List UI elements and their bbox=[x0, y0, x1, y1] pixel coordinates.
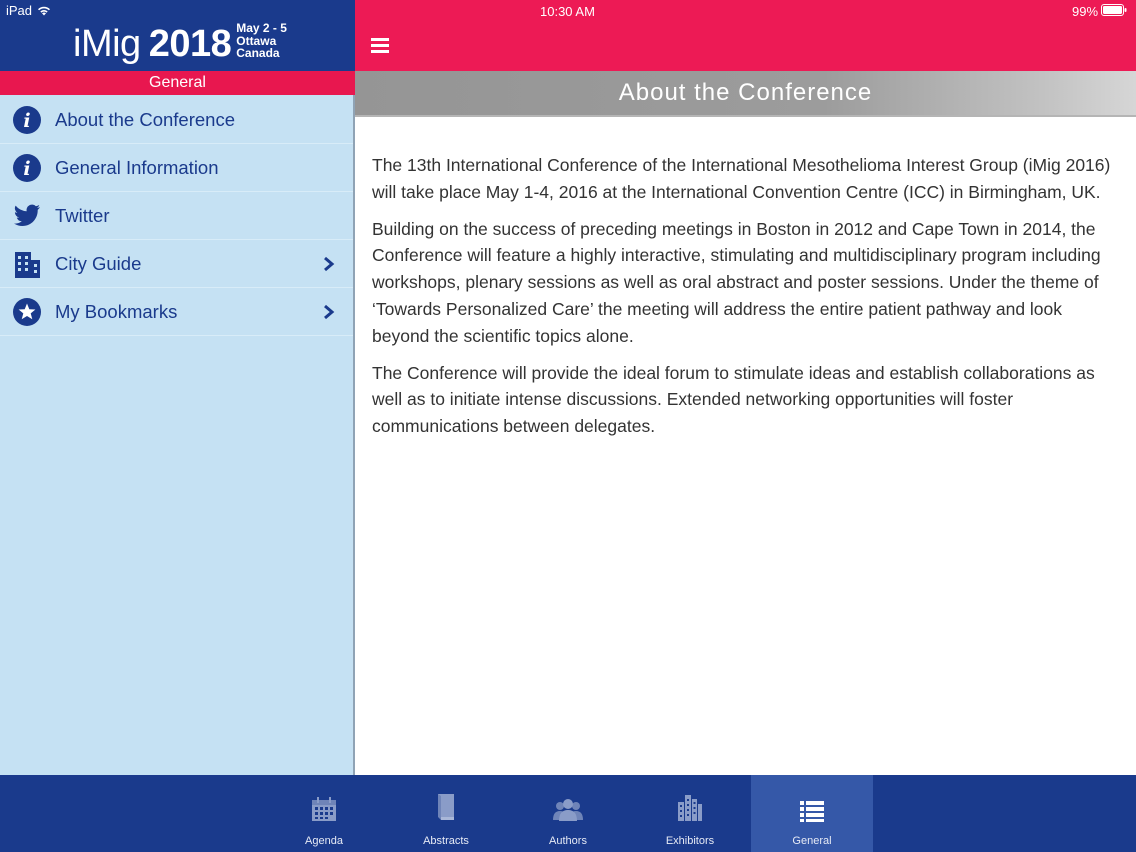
sidebar-item-twitter[interactable] bbox=[0, 192, 353, 240]
page-title: About the Conference bbox=[618, 79, 873, 106]
sidebar-item-label: About the Conference bbox=[55, 109, 235, 130]
tab-agenda[interactable] bbox=[263, 775, 385, 852]
tab-exhibitors[interactable] bbox=[629, 775, 751, 852]
star-icon bbox=[12, 297, 42, 327]
tab-label: Agenda bbox=[305, 835, 343, 847]
wifi-icon bbox=[37, 5, 51, 16]
logo-brand: iMig bbox=[73, 22, 141, 65]
status-bar-left bbox=[6, 3, 51, 18]
svg-text:i: i bbox=[23, 158, 31, 180]
tab-abstracts[interactable] bbox=[385, 775, 507, 852]
sidebar-item-general-information[interactable] bbox=[0, 144, 353, 192]
battery-percent: 99% bbox=[1072, 4, 1099, 19]
list-icon bbox=[799, 792, 825, 822]
logo-year: 2018 bbox=[148, 22, 232, 65]
logo-meta bbox=[236, 22, 287, 63]
bottom-tab-bar bbox=[0, 775, 1136, 852]
tab-label: Authors bbox=[549, 835, 587, 847]
buildings-icon bbox=[677, 792, 703, 822]
calendar-icon bbox=[311, 792, 337, 822]
imig-logo bbox=[73, 22, 287, 63]
content-paragraph: The 13th International Conference of the International Mesothelioma Interest Group (iMig 2016) will take place May 1-4, 2016 at the International Convention Centre (ICC) in Birmingham, UK. bbox=[372, 155, 1111, 202]
building-icon bbox=[12, 249, 42, 279]
svg-text:i: i bbox=[23, 110, 31, 132]
content-paragraph: Building on the success of preceding meetings in Boston in 2012 and Cape Town in 2014, the Conference will feature a highly interactive, stimulating and multidisciplinary program including workshops, plenary sessions as well as oral abstract and poster sessions. Under the theme of ‘Towards Personalized Care’ the meeting will address the entire patient pathway and look beyond the scientific topics alone. bbox=[372, 218, 1101, 346]
main-header bbox=[355, 0, 1136, 71]
chevron-right-icon bbox=[322, 256, 336, 272]
status-bar-right bbox=[1072, 4, 1127, 19]
content-body bbox=[372, 152, 1117, 450]
book-icon bbox=[433, 792, 459, 822]
sidebar-menu bbox=[0, 96, 353, 336]
logo-dates: May 2 - 5 bbox=[236, 21, 287, 35]
battery-icon bbox=[1101, 4, 1127, 19]
sidebar-item-label: City Guide bbox=[55, 253, 142, 274]
sidebar-section-title: General bbox=[0, 71, 355, 95]
device-name: iPad bbox=[6, 3, 33, 18]
hamburger-menu-icon[interactable] bbox=[371, 38, 389, 54]
tab-label: Abstracts bbox=[423, 835, 469, 847]
twitter-icon bbox=[12, 201, 42, 231]
tab-general[interactable] bbox=[751, 775, 873, 852]
sidebar-item-label: Twitter bbox=[55, 205, 110, 226]
content-paragraph: The Conference will provide the ideal forum to stimulate ideas and establish collaborations as well as to initiate intense discussions. Extended networking opportunities will foster communications between delegates. bbox=[372, 362, 1095, 437]
sidebar bbox=[0, 0, 355, 775]
sidebar-item-label: My Bookmarks bbox=[55, 301, 178, 322]
logo-city: Ottawa bbox=[236, 33, 277, 48]
info-icon bbox=[12, 105, 42, 135]
info-icon bbox=[12, 153, 42, 183]
sidebar-item-about[interactable] bbox=[0, 96, 353, 144]
chevron-right-icon bbox=[322, 304, 336, 320]
logo-country: Canada bbox=[236, 46, 280, 60]
status-time: 10:30 AM bbox=[540, 4, 595, 19]
sidebar-item-city-guide[interactable] bbox=[0, 240, 353, 288]
tab-authors[interactable] bbox=[507, 775, 629, 852]
tab-label: Exhibitors bbox=[665, 835, 715, 847]
title-bar bbox=[355, 71, 1136, 117]
people-icon bbox=[551, 792, 585, 822]
sidebar-item-label: General Information bbox=[55, 157, 219, 178]
tab-label: General bbox=[792, 835, 832, 847]
sidebar-header bbox=[0, 0, 355, 71]
sidebar-item-my-bookmarks[interactable] bbox=[0, 288, 353, 336]
